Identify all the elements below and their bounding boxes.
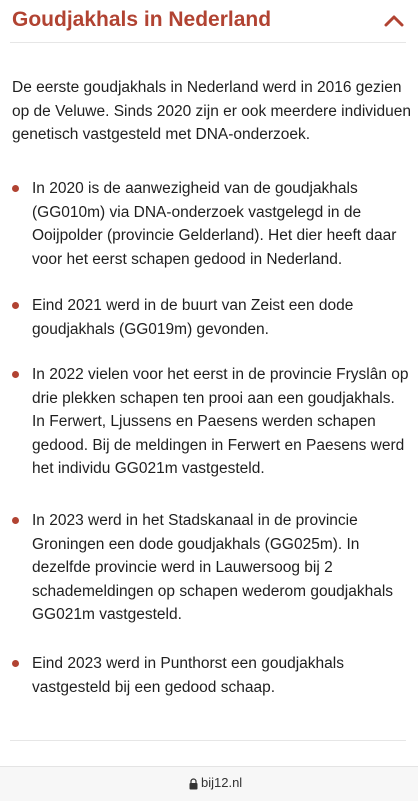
- section-header[interactable]: [0, 0, 418, 42]
- section-title: Goudjakhals in Nederland: [12, 8, 272, 31]
- bullet-dot: [12, 371, 19, 378]
- intro-paragraph: De eerste goudjakhals in Nederland werd in 2016 gezien op de Veluwe. Sinds 2020 zijn er ook meerdere individuen genetisch vastgesteld met DNA-onderzoek.: [12, 79, 411, 143]
- list-item-text: In 2020 is de aanwezigheid van de goudjakhals (GG010m) via DNA-onderzoek vastgelegd in de Ooijpolder (provincie Gelderland). Het dier heeft daar voor het eerst schapen gedood in Nederland.: [32, 180, 397, 268]
- header-divider: [10, 42, 406, 43]
- bullet-dot: [12, 185, 19, 192]
- list-item-text: In 2022 vielen voor het eerst in de provincie Fryslân op drie plekken schapen ten prooi aan een goudjakhals. In Ferwert, Ljussens en Paesens werden schapen gedood. Bij de meldingen in Ferwert en Paesens werd het individu GG021m vastgesteld.: [32, 366, 409, 477]
- address-domain[interactable]: bij12.nl: [201, 775, 243, 790]
- bullet-dot: [12, 660, 19, 667]
- list-item-text: In 2023 werd in het Stadskanaal in de provincie Groningen een dode goudjakhals (GG025m). In dezelfde provincie werd in Lauwersoog bij 2 schademeldingen op schapen wederom goudjakhals GG021m vastgesteld.: [32, 512, 394, 623]
- list-item-text: Eind 2023 werd in Punthorst een goudjakhals vastgesteld bij een gedood schaap.: [32, 655, 344, 696]
- list-item-text: Eind 2021 werd in de buurt van Zeist een dode goudjakhals (GG019m) gevonden.: [32, 297, 354, 338]
- bullet-dot: [12, 517, 19, 524]
- chevron-up-icon[interactable]: [382, 9, 406, 33]
- browser-address-bar[interactable]: [0, 766, 418, 801]
- lock-icon: [189, 777, 198, 789]
- content-divider: [10, 740, 406, 741]
- bullet-dot: [12, 302, 19, 309]
